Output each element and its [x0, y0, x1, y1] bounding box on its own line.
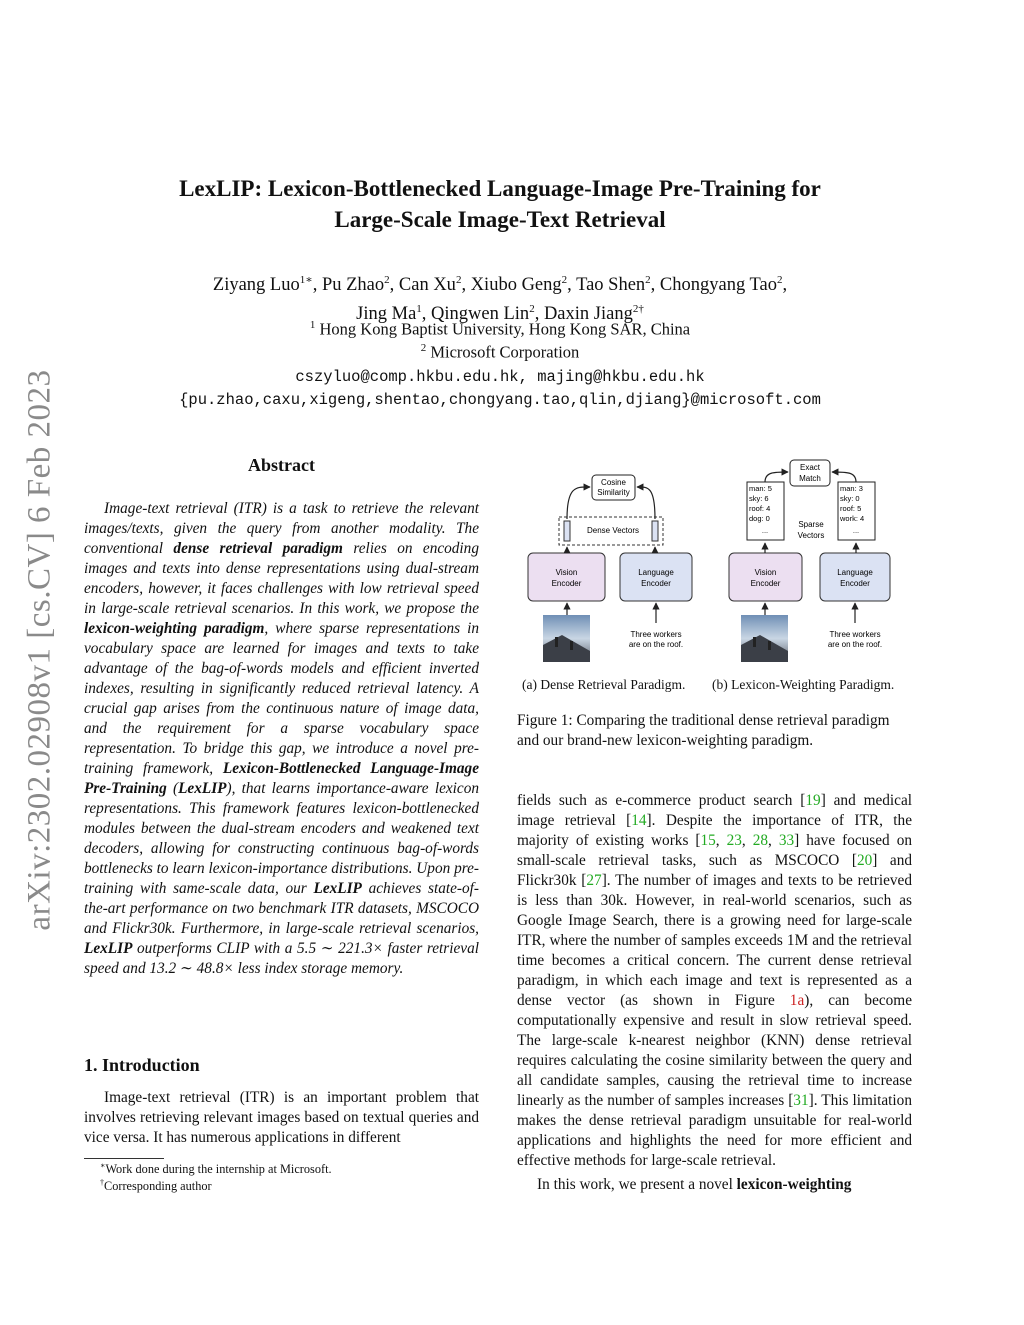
footnote-2	[100, 1178, 212, 1194]
figure-1-caption: Figure 1: Comparing the traditional dense retrieval paradigm and our brand-new lexicon-weighting paradigm.	[517, 712, 890, 749]
footnote-text: Work done during the internship at Microsoft.	[105, 1162, 332, 1177]
query-text-line-1: Three workers	[829, 630, 881, 639]
text-run: outperforms CLIP with a 5.5 ∼ 221.3× faster retrieval speed and 13.2 ∼ 48.8× less index storage memory.	[84, 940, 479, 977]
citation-link[interactable]: 15	[700, 832, 716, 849]
author: Chongyang Tao	[659, 275, 777, 296]
dense-vectors-label: Dense Vectors	[586, 526, 640, 535]
panel-lexicon	[729, 460, 890, 662]
cosine-label-2: Similarity	[597, 488, 630, 497]
footnote-text: Corresponding author	[104, 1179, 212, 1194]
sparse-vectors-label-1: Sparse	[798, 520, 824, 529]
author-mark: 1∗	[299, 274, 313, 286]
citation-link[interactable]: 33	[778, 832, 795, 849]
language-encoder-label-1: Language	[837, 568, 873, 577]
author-mark: 2	[776, 274, 783, 286]
text-run: achieves state-of-the-art performance on two benchmark ITR datasets, MSCOCO and Flickr30k. Furthermore, in large-scale retrieval scenarios,	[84, 880, 479, 937]
author-mark: 2	[529, 303, 535, 316]
author-mark: 2	[455, 274, 462, 286]
subcaption-b: (b) Lexicon-Weighting Paradigm.	[712, 677, 895, 692]
text-term: man: 3	[840, 484, 863, 493]
exact-match-label-1: Exact	[799, 463, 821, 472]
footnote-rule	[84, 1158, 164, 1159]
email-line-1: cszyluo@comp.hkbu.edu.hk, majing@hkbu.edu.hk	[295, 368, 705, 386]
email-line-2: {pu.zhao,caxu,xigeng,shentao,chongyang.tao,qlin,djiang}@microsoft.com	[179, 391, 821, 409]
arxiv-id: arXiv:2302.02908v1 [cs.CV] 6 Feb 2023	[21, 369, 58, 931]
text-run: ]. This limitation makes the dense retrieval paradigm unsuitable for real-world applications and highlights the need for more efficient and effective methods for large-scale retrieval.	[517, 1092, 912, 1169]
right-column-body	[517, 791, 912, 1171]
figure-reference-link[interactable]: 1a	[789, 992, 805, 1009]
author-mark: 2	[645, 274, 651, 286]
roof-photo	[741, 615, 788, 662]
author: Ziyang Luo	[212, 275, 300, 296]
image-vector	[564, 521, 570, 541]
text-run: fields such as e-commerce product search [	[517, 792, 806, 809]
para-2-text: In this work, we present a novel	[537, 1176, 737, 1193]
text-run: ] and Flickr30k [	[517, 852, 912, 889]
image-term: ...	[761, 526, 769, 535]
text-term: ...	[852, 526, 860, 535]
emphasis-text: LexLIP	[178, 780, 227, 797]
query-text-line-1: Three workers	[630, 630, 682, 639]
citation-link[interactable]: 20	[856, 852, 873, 869]
affiliation-2	[100, 342, 900, 363]
image-term: sky: 6	[749, 494, 769, 503]
sparse-vectors-label-2: Vectors	[797, 531, 825, 540]
image-term: man: 5	[749, 484, 772, 493]
affiliation-text: Hong Kong Baptist University, Hong Kong SAR, China	[319, 319, 691, 339]
vision-encoder-label-1: Vision	[754, 568, 777, 577]
author: Can Xu	[398, 275, 456, 296]
paper-title	[100, 173, 900, 235]
arxiv-sidebar	[18, 360, 62, 940]
footnote-1	[100, 1161, 332, 1177]
text-run: ] have focused on small-scale retrieval tasks, such as MSCOCO [	[517, 832, 912, 869]
language-encoder-label-1: Language	[638, 568, 674, 577]
exact-match-label-2: Match	[799, 474, 821, 483]
text-run: ,	[715, 832, 727, 849]
language-encoder-box	[820, 553, 890, 601]
language-encoder-label-2: Encoder	[840, 579, 870, 588]
body-paragraph	[517, 1175, 912, 1195]
text-run: ]. The number of images and texts to be retrieved is less than 30k. However, in real-world scenarios, such as Google Image Search, there is a growing need for large-scale ITR, where the number of samples exceeds 1M and the retrieval time becomes a critical concern. The current dense retrieval paradigm, in which each image and text is represented as a dense vector (as shown in Figure	[517, 872, 912, 1009]
affiliation-1	[100, 319, 900, 340]
right-column-para-2	[517, 1175, 912, 1195]
citation-link[interactable]: 31	[793, 1092, 809, 1109]
language-encoder-label-2: Encoder	[641, 579, 671, 588]
image-term: roof: 4	[749, 504, 771, 513]
author-mark: 1	[416, 303, 422, 316]
vision-encoder-label-1: Vision	[555, 568, 578, 577]
author-line-1: Ziyang Luo$^{1∗}$, Pu Zhao$^2$, Can Xu$^2$, Xiubo Geng$^2$, Tao Shen$^2$, Chongyang Tao$^2$,	[212, 274, 788, 296]
abstract-paragraph	[84, 499, 479, 979]
language-encoder-box	[620, 553, 692, 601]
emphasis-text: dense retrieval paradigm	[173, 540, 343, 557]
citation-link[interactable]: 14	[631, 812, 647, 829]
body-paragraph	[517, 791, 912, 1171]
text-run: , where sparse representations in vocabulary space are learned for images and texts to take advantage of the bag-of-words models and efficient inverted indexes, resulting in significantly reduced retrieval latency. A crucial gap arises from the continuous nature of image data, and the requirement for a sparse vocabulary space representation. To bridge this gap, we introduce a novel pre-training framework,	[84, 620, 479, 777]
intro-paragraph: Image-text retrieval (ITR) is an important problem that involves retrieving relevant images based on textual queries and vice versa. It has numerous applications in different	[84, 1089, 479, 1146]
arrow-text-to-cosine	[637, 487, 655, 519]
citation-link[interactable]: 27	[586, 872, 602, 889]
title-line-1: LexLIP: Lexicon-Bottlenecked Language-Image Pre-Training for	[179, 176, 821, 201]
para-2-bold: lexicon-weighting	[736, 1176, 852, 1193]
abstract-body	[84, 499, 479, 979]
author: Tao Shen	[576, 275, 646, 296]
author: Jing Ma	[356, 304, 417, 325]
author: Xiubo Geng	[470, 275, 562, 296]
text-vector	[652, 521, 658, 541]
arrow-image-to-cosine	[567, 487, 590, 519]
text-run: relies on encoding images and texts into dense representations using dual-stream encoders, however, it faces challenges with low retrieval speed in large-scale retrieval scenarios. In this work, we propose the	[84, 540, 479, 617]
text-run: ]. Despite the importance of ITR, the majority of existing works [	[517, 812, 912, 849]
text-run: Image-text retrieval (ITR) is a task to retrieve the relevant images/texts, given the query from another modality. The conventional	[84, 500, 479, 557]
vision-encoder-box	[729, 553, 802, 601]
author: Daxin Jiang	[543, 304, 633, 325]
text-term: roof: 5	[840, 504, 862, 513]
footnote-mark: †	[100, 1178, 104, 1187]
title-line-2: Large-Scale Image-Text Retrieval	[334, 207, 666, 232]
intro-heading: 1. Introduction	[84, 1055, 200, 1075]
affiliation-mark: 2	[420, 342, 427, 354]
text-run: ,	[741, 832, 753, 849]
text-run: ), can become computationally expensive and result in slow retrieval speed. The large-scale k-nearest neighbor (KNN) dense retrieval requires calculating the cosine similarity between the query and all candidate samples, causing the retrieval time to increase linearly as the number of samples increases [	[517, 992, 912, 1109]
abstract-heading: Abstract	[248, 455, 315, 475]
author: Qingwen Lin	[431, 304, 530, 325]
vision-encoder-box	[528, 553, 605, 601]
emphasis-text: LexLIP	[313, 880, 362, 897]
text-run: ,	[768, 832, 779, 849]
affiliation-text: Microsoft Corporation	[430, 342, 580, 362]
author-mark: 2	[561, 274, 568, 286]
text-term: sky: 0	[840, 494, 860, 503]
footnote-mark: ∗	[100, 1161, 106, 1170]
arrow-image-to-match	[765, 472, 788, 482]
text-run: (	[166, 780, 179, 797]
figure-1-diagram	[522, 455, 912, 665]
vision-encoder-label-2: Encoder	[551, 579, 582, 588]
vision-encoder-label-2: Encoder	[750, 579, 781, 588]
citation-link[interactable]: 23	[726, 832, 742, 849]
text-run: ] and medical image retrieval [	[517, 792, 912, 829]
subcaption-a: (a) Dense Retrieval Paradigm.	[522, 677, 686, 692]
emphasis-text: LexLIP	[84, 940, 133, 957]
query-text-line-2: are on the roof.	[827, 640, 883, 649]
author-line-2: Jing Ma$^1$, Qingwen Lin$^2$, Daxin Jiang$^{2\dagger}$	[356, 303, 644, 325]
roof-photo	[543, 615, 590, 662]
cosine-label-1: Cosine	[601, 478, 626, 487]
arrow-text-to-match	[832, 472, 856, 482]
emphasis-text: lexicon-weighting paradigm	[84, 620, 265, 637]
panel-dense	[528, 475, 692, 662]
affiliation-mark: 1	[309, 319, 316, 331]
intro-body	[84, 1088, 479, 1148]
emphasis-text: Lexicon-Bottlenecked Language-Image Pre-Training	[84, 760, 479, 797]
image-term: dog: 0	[749, 514, 770, 523]
author-mark: 2	[384, 274, 390, 286]
text-run: ), that learns importance-aware lexicon representations. This framework features lexicon-bottlenecked modules between the dual-stream encoders and weakened text decoders, allowing for constructing continuous bag-of-words bottlenecks to learn lexicon-importance distributions. Upon pre-training with same-scale data, our	[84, 780, 479, 897]
citation-link[interactable]: 19	[805, 792, 821, 809]
author-list	[100, 268, 900, 326]
author: Pu Zhao	[321, 275, 385, 296]
citation-link[interactable]: 28	[752, 832, 769, 849]
author-mark: 2†	[632, 303, 644, 316]
query-text-line-2: are on the roof.	[628, 640, 684, 649]
text-term: work: 4	[840, 514, 865, 523]
